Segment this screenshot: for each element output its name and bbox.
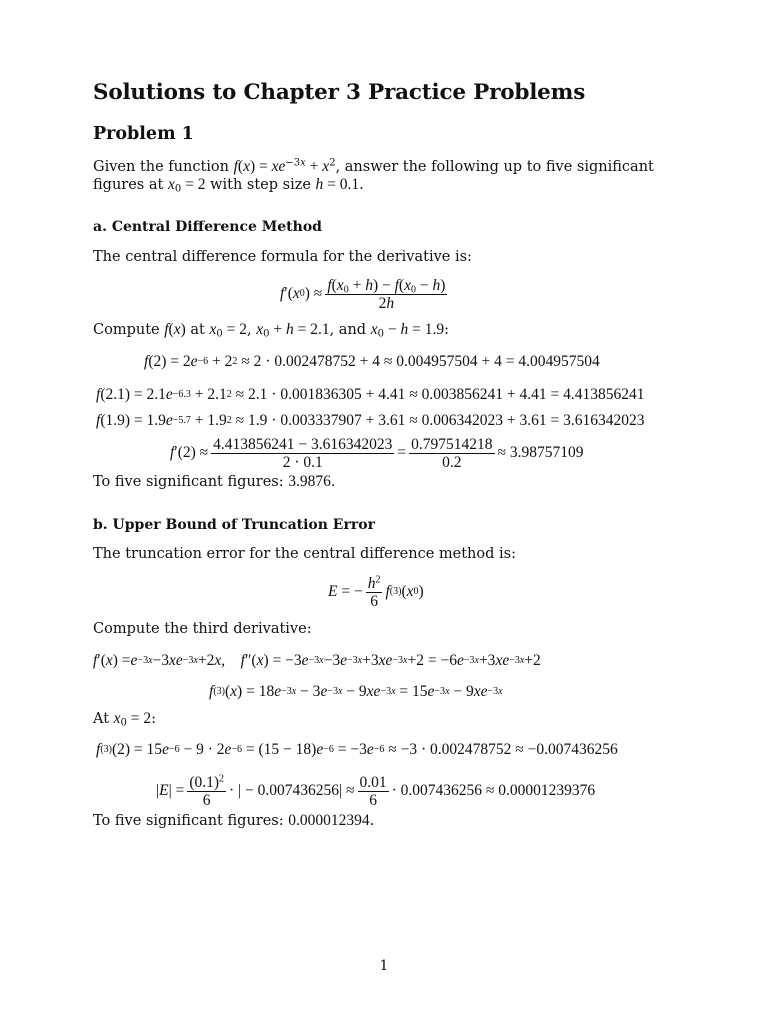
- first-second-derivatives: f ′( x ) = e −3x −3 xe −3x +2 x , f ″( x ) = −3 e −3x −3 e −3x +3 xe −3x +2 = −6 e −3x +3 xe −3x +2: [93, 652, 541, 669]
- f21-equation: f (2.1) = 2.1 e −6.3 + 2.1 2 ≈ 2.1 · 0.001836305 + 4.41 ≈ 0.003856241 + 4.41 = 4.413856241: [96, 386, 645, 403]
- third-derivative: f (3) ( x ) = 18 e −3x − 3 e −3x − 9 xe −3x = 15 e −3x − 9 xe −3x: [209, 683, 503, 700]
- truncation-formula: E = − $\frac{h^2}{6}$ f (3) ( x 0 ): [328, 574, 424, 610]
- page-number: 1: [379, 958, 389, 974]
- result-b: To five significant figures: 0.000012394.: [93, 812, 375, 829]
- formula-intro: The central difference formula for the derivative is:: [93, 249, 472, 265]
- third-derivative-intro: Compute the third derivative:: [93, 621, 312, 637]
- f2-equation: f (2) = 2 e −6 + 2 2 ≈ 2 · 0.002478752 + 4 ≈ 0.004957504 + 4 = 4.004957504: [144, 353, 600, 370]
- section-a-heading: a. Central Difference Method: [93, 219, 322, 235]
- page-title: Solutions to Chapter 3 Practice Problems: [93, 80, 586, 105]
- error-bound: | E | = $\frac{(0.1)^2}{6}$ · | − 0.007436256| ≈ $\frac{0.01}{6}$ · 0.007436256 ≈ 0.00001239376: [156, 773, 596, 809]
- section-b-heading: b. Upper Bound of Truncation Error: [93, 517, 375, 533]
- central-difference-formula: f ′( x 0 ) ≈ $\frac{f(x_0 + h) - f(x_0 - h)}{2h}$: [280, 276, 446, 312]
- result-a: To five significant figures: 3.9876.: [93, 473, 336, 490]
- compute-line: Compute f(x) at $x_0 = 2$, $x_0 + h = 2.1$, and $x_0 - h = 1.9$:: [93, 321, 449, 340]
- intro-line-2: figures at $x_0 = 2$ with step size h = 0.1.: [93, 176, 364, 195]
- f19-equation: f (1.9) = 1.9 e −5.7 + 1.9 2 ≈ 1.9 · 0.003337907 + 3.61 ≈ 0.006342023 + 3.61 = 3.616342023: [96, 412, 645, 429]
- intro-line-1: Given the function $f(x) = xe^{-3x} + x^2$, answer the following up to five significant: [93, 157, 654, 175]
- third-derivative-at-2: f (3) (2) = 15 e −6 − 9 · 2 e −6 = (15 − 18) e −6 = −3 e −6 ≈ −3 · 0.002478752 ≈ −0.007436256: [96, 741, 618, 758]
- problem-heading: Problem 1: [93, 124, 194, 144]
- derivative-estimate: f ′(2) ≈ $\frac{4.413856241 - 3.616342023}{2 \cdot 0.1}$ = $\frac{0.797514218}{0.2}$ ≈ 3.98757109: [170, 435, 584, 471]
- truncation-intro: The truncation error for the central difference method is:: [93, 546, 516, 562]
- at-line: At $x_0 = 2$:: [93, 710, 157, 729]
